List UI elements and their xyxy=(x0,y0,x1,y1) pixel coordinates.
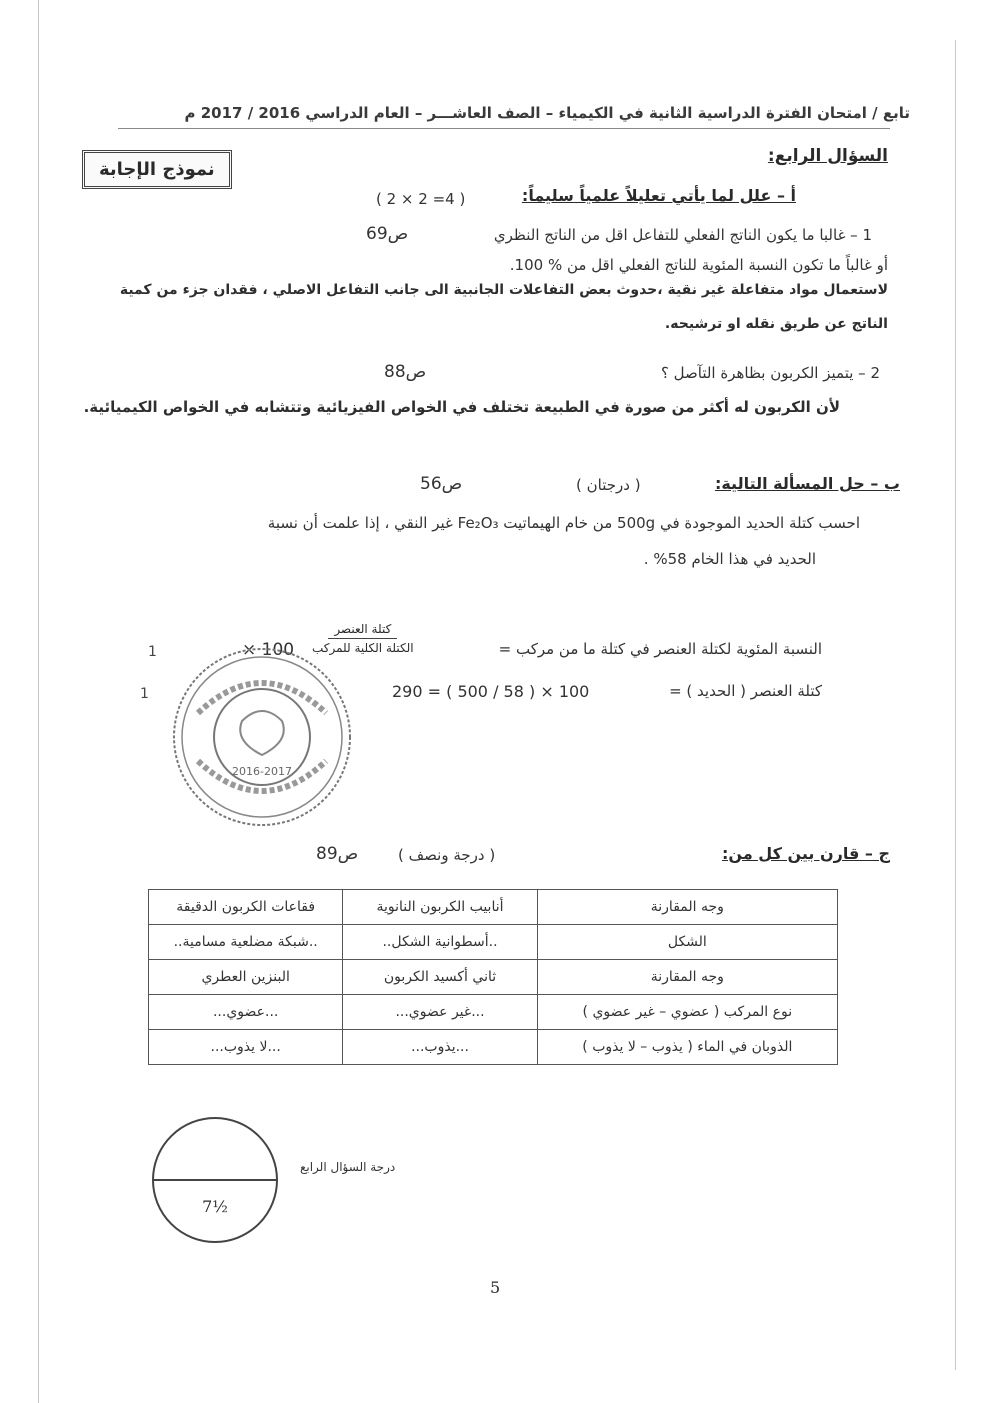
calc-expression: 290 = ( 500 / 58 ) × 100 xyxy=(392,682,590,701)
part-a-q1-label: 1 – غالبا ما يكون الناتج الفعلي للتفاعل اقل من الناتج النظري xyxy=(493,226,872,244)
table-row xyxy=(149,960,838,995)
score-mark-2: 1 xyxy=(140,686,149,702)
table-cell: ...غير عضوي... xyxy=(343,995,537,1030)
score-mark-1: 1 xyxy=(148,644,157,660)
calc-label: كتلة العنصر ( الحديد ) = xyxy=(669,682,822,700)
table-cell: ...يذوب... xyxy=(343,1030,537,1065)
part-c-page: ص89 xyxy=(316,844,359,864)
table-cell: وجه المقارنة xyxy=(537,960,837,995)
table-cell: نوع المركب ( عضوي – غير عضوي ) xyxy=(537,995,837,1030)
part-a-heading: أ – علل لما يأتي تعليلاً علمياً سليماً: xyxy=(521,186,796,205)
table-cell: وجه المقارنة xyxy=(537,890,837,925)
part-b-problem-1: احسب كتلة الحديد الموجودة في 500g من خام الهيماتيت Fe₂O₃ غير النقي ، إذا علمت أن نسبة xyxy=(267,514,860,532)
exam-header: تابع / امتحان الفترة الدراسية الثانية في الكيمياء – الصف العاشـــر – العام الدراسي 2016 / 2017 م xyxy=(184,104,910,122)
table-row xyxy=(149,1030,838,1065)
part-a-q2-page: ص88 xyxy=(384,362,427,382)
table-cell: ..أسطوانية الشكل.. xyxy=(343,925,537,960)
table-row xyxy=(149,995,838,1030)
part-c-heading: ج – قارن بين كل من: xyxy=(722,844,890,863)
grade-divider xyxy=(154,1179,276,1181)
table-row xyxy=(149,925,838,960)
table-cell: الذوبان في الماء ( يذوب – لا يذوب ) xyxy=(537,1030,837,1065)
table-row xyxy=(149,890,838,925)
comparison-table xyxy=(148,889,838,1065)
part-b-page: ص56 xyxy=(420,474,463,494)
stamp-year: 2016-2017 xyxy=(232,765,292,778)
part-a-q1-answer-2: لاستعمال مواد متفاعلة غير نقية ،حدوث بعض التفاعلات الجانبية الى جانب التفاعل الاصلي ، فقدان جزء من كمية xyxy=(119,282,888,298)
table-cell: ...لا يذوب... xyxy=(149,1030,343,1065)
page-number: 5 xyxy=(490,1278,501,1297)
formula-label: النسبة المئوية لكتلة العنصر في كتلة ما من مركب = xyxy=(498,640,822,658)
table-cell: فقاعات الكربون الدقيقة xyxy=(149,890,343,925)
part-b-problem-2: الحديد في هذا الخام 58% . xyxy=(643,550,816,568)
table-cell: ثاني أكسيد الكربون xyxy=(343,960,537,995)
table-cell: الشكل xyxy=(537,925,837,960)
part-b-heading: ب – حل المسألة التالية: xyxy=(714,474,900,493)
grade-label: درجة السؤال الرابع xyxy=(300,1160,396,1174)
formula-denominator: الكتلة الكلية للمركب xyxy=(312,641,414,655)
part-b-score: ( درجتان ) xyxy=(576,476,641,494)
table-cell: ..شبكة مضلعية مسامية.. xyxy=(149,925,343,960)
part-a-q2-label: 2 – يتميز الكربون بظاهرة التآصل ؟ xyxy=(660,364,880,382)
header-divider xyxy=(118,128,890,129)
grade-value: 7½ xyxy=(202,1197,228,1216)
part-c-score: ( درجة ونصف ) xyxy=(398,846,496,864)
part-a-q1-answer-3: الناتج عن طريق نقله او ترشيحه. xyxy=(664,316,888,332)
part-a-q1-page: ص69 xyxy=(366,224,409,244)
table-cell: أنابيب الكربون النانوية xyxy=(343,890,537,925)
part-a-q2-answer: لأن الكربون له أكثر من صورة في الطبيعة تختلف في الخواص الفيزيائية وتتشابه في الخواص الكيميائية. xyxy=(83,398,840,416)
model-answer-label: نموذج الإجابة xyxy=(82,150,232,189)
grade-circle xyxy=(152,1117,278,1243)
part-a-q1-answer-1: أو غالباً ما تكون النسبة المئوية للناتج الفعلي اقل من % 100. xyxy=(509,256,888,274)
official-stamp xyxy=(168,643,356,831)
formula-multiplier: × 100 xyxy=(242,640,295,660)
table-cell: البنزين العطري xyxy=(149,960,343,995)
question-title: السؤال الرابع: xyxy=(767,146,888,166)
part-a-score: ( 2 × 2 =4 ) xyxy=(376,190,466,208)
formula-numerator: كتلة العنصر xyxy=(328,622,397,639)
table-cell: ...عضوي... xyxy=(149,995,343,1030)
